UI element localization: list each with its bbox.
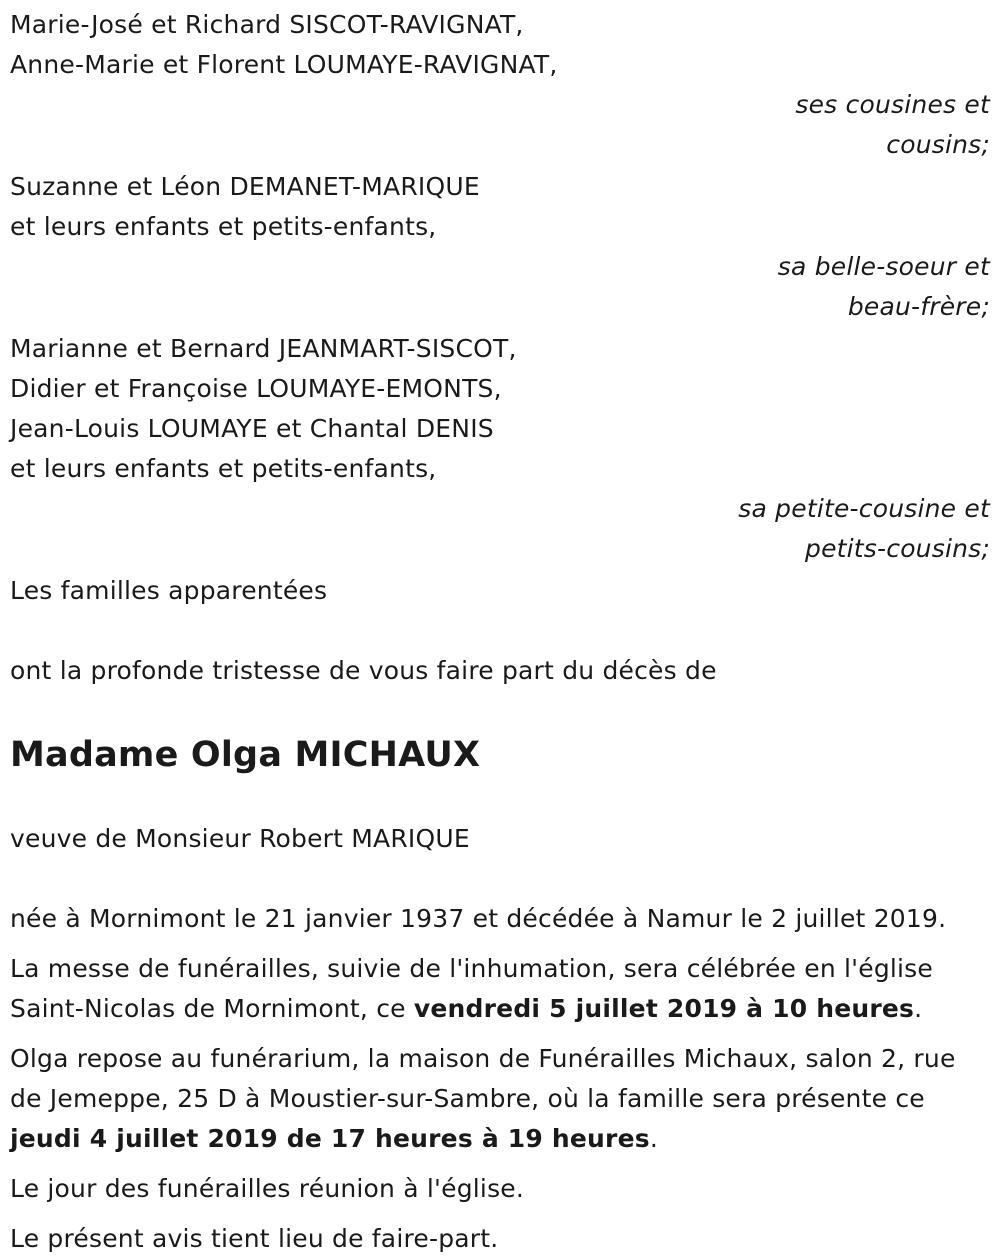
widow-of: veuve de Monsieur Robert MARIQUE <box>10 824 470 853</box>
relation-line: sa petite-cousine et <box>738 494 990 523</box>
notice-text: Le présent avis tient lieu de faire-part. <box>10 1224 499 1253</box>
family-line: et leurs enfants et petits-enfants, <box>10 454 437 483</box>
family-line: Suzanne et Léon DEMANET-MARIQUE <box>10 172 480 201</box>
family-line: et leurs enfants et petits-enfants, <box>10 212 437 241</box>
related-families: Les familles apparentées <box>10 576 328 605</box>
family-line: Anne-Marie et Florent LOUMAYE-RAVIGNAT, <box>10 50 558 79</box>
visitation-text: Olga repose au funérarium, la maison de Funérailles Michaux, salon 2, rue de Jemeppe, 25 D à Moustier-sur-Sambre, où la famille sera présente ce <box>10 1044 956 1113</box>
relation-line: beau-frère; <box>847 292 990 321</box>
relation-line: petits-cousins; <box>805 534 990 563</box>
gathering-text: Le jour des funérailles réunion à l'église. <box>10 1174 525 1203</box>
family-line: Jean-Louis LOUMAYE et Chantal DENIS <box>10 414 494 443</box>
family-line: Marianne et Bernard JEANMART-SISCOT, <box>10 334 517 363</box>
visitation-paragraph <box>10 1039 990 1159</box>
funeral-paragraph <box>10 949 985 1029</box>
deceased-name: Madame Olga MICHAUX <box>10 735 481 775</box>
family-line: Marie-José et Richard SISCOT-RAVIGNAT, <box>10 10 524 39</box>
family-group-3 <box>10 329 990 569</box>
visitation-end: . <box>649 1124 658 1153</box>
birth-death: née à Mornimont le 21 janvier 1937 et décédée à Namur le 2 juillet 2019. <box>10 904 947 933</box>
relation-line: sa belle-soeur et <box>777 252 990 281</box>
family-line: Didier et Françoise LOUMAYE-EMONTS, <box>10 374 502 403</box>
visitation-date: jeudi 4 juillet 2019 de 17 heures à 19 heures <box>10 1124 650 1153</box>
family-group-1 <box>10 0 990 165</box>
family-group-2 <box>10 167 990 327</box>
funeral-date: vendredi 5 juillet 2019 à 10 heures <box>413 994 915 1023</box>
relation-line: cousins; <box>886 130 990 159</box>
funeral-end: . <box>914 994 923 1023</box>
funeral-text: La messe de funérailles, suivie de l'inhumation, sera célébrée en l'église Saint-Nicolas de Mornimont, ce <box>10 954 933 1023</box>
relation-line: ses cousines et <box>795 90 990 119</box>
announcement-text: ont la profonde tristesse de vous faire part du décès de <box>10 656 717 685</box>
